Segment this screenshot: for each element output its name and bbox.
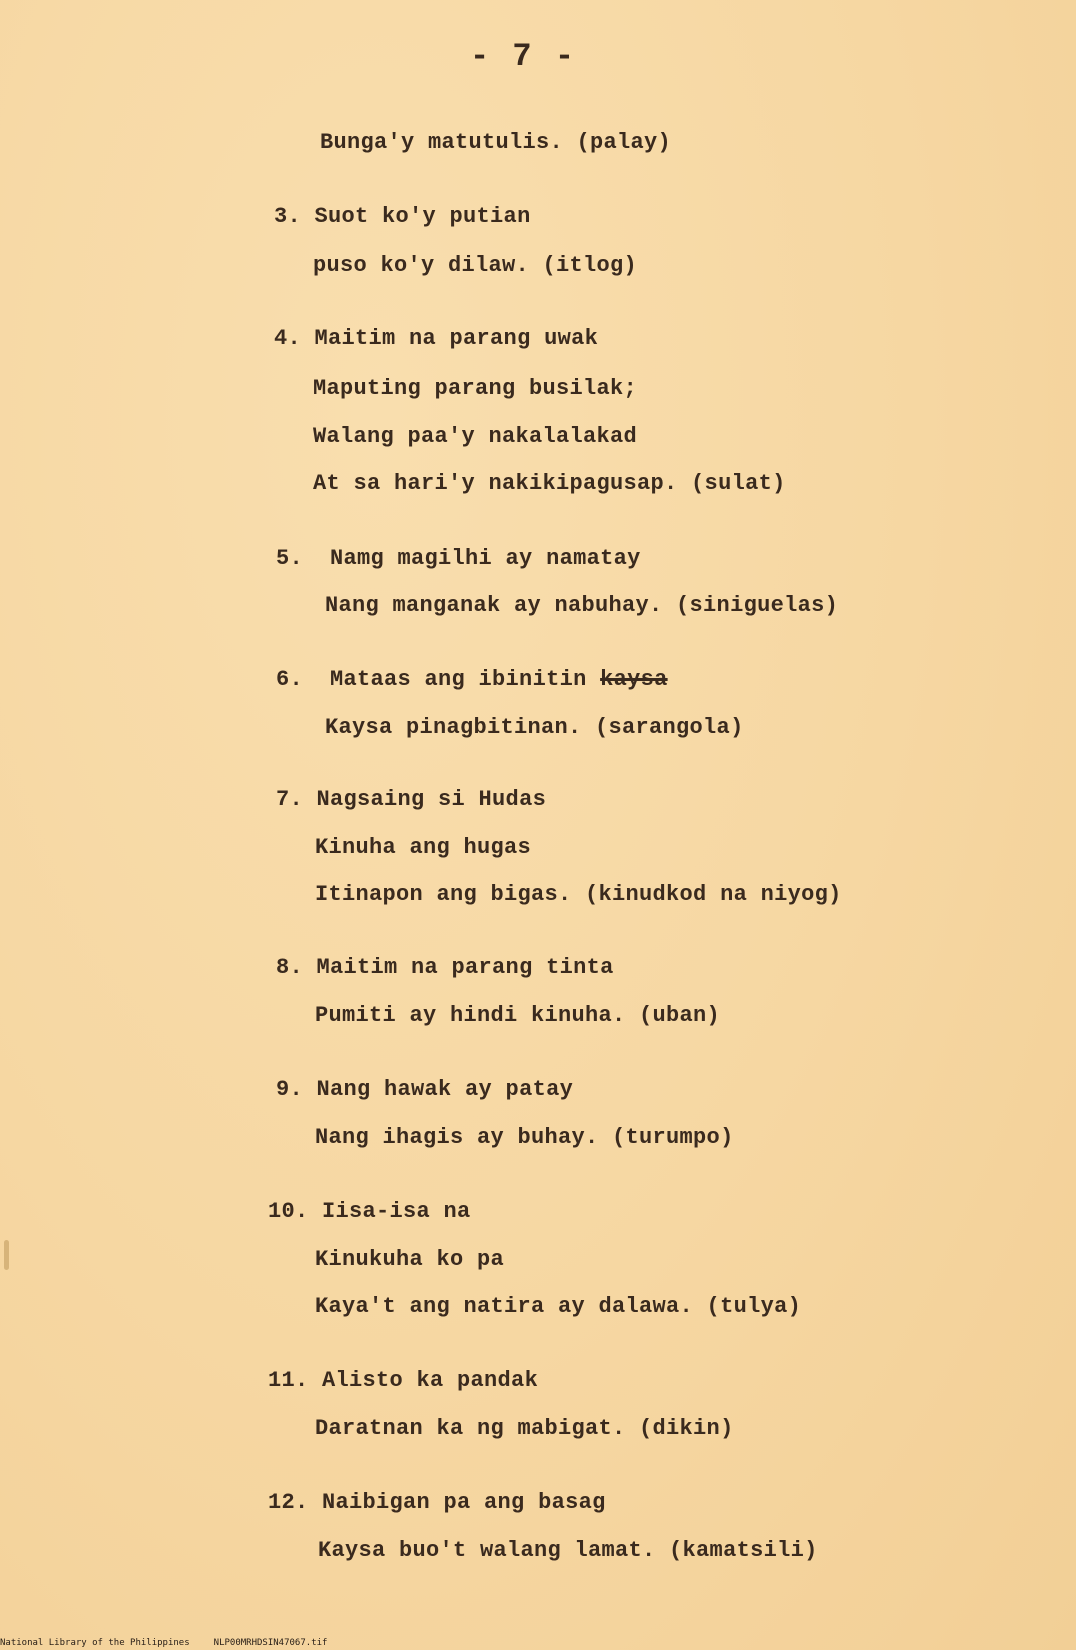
- riddle-4-line-3: Walang paa'y nakalalakad: [313, 424, 638, 449]
- riddle-8-line-2: Pumiti ay hindi kinuha. (uban): [315, 1003, 721, 1028]
- riddle-7-line-3: Itinapon ang bigas. (kinudkod na niyog): [315, 882, 842, 907]
- riddle-number: 3.: [274, 204, 302, 229]
- riddle-text: Alisto ka pandak: [322, 1368, 539, 1393]
- riddle-text: Mataas ang ibinitin: [330, 667, 587, 692]
- riddle-10-line-1: [268, 1199, 471, 1224]
- riddle-12-line-2: Kaysa buo't walang lamat. (kamatsili): [318, 1538, 818, 1563]
- scan-footer: [0, 1638, 351, 1648]
- riddle-9-line-2: Nang ihagis ay buhay. (turumpo): [315, 1125, 734, 1150]
- struck-out-word: kaysa: [600, 667, 668, 692]
- riddle-12-line-1: [268, 1490, 606, 1515]
- riddle-number: 6.: [276, 667, 304, 692]
- riddle-number: 11.: [268, 1368, 309, 1393]
- riddle-text: Iisa-isa na: [322, 1199, 471, 1224]
- riddle-8-line-1: [276, 955, 614, 980]
- riddle-5-line-2: Nang manganak ay nabuhay. (siniguelas): [325, 593, 839, 618]
- riddle-4-line-2: Maputing parang busilak;: [313, 376, 638, 401]
- riddle-number: 7.: [276, 787, 304, 812]
- riddle-text: Suot ko'y putian: [314, 204, 531, 229]
- riddle-3-line-1: [274, 204, 531, 229]
- riddle-text: Nang hawak ay patay: [316, 1077, 574, 1102]
- scan-filename: NLP00MRHDSIN47067.tif: [213, 1638, 328, 1648]
- riddle-6-line-1: [276, 667, 668, 692]
- riddle-number: 9.: [276, 1077, 304, 1102]
- riddle-11-line-2: Daratnan ka ng mabigat. (dikin): [315, 1416, 734, 1441]
- riddle-number: 8.: [276, 955, 304, 980]
- riddle-6-line-2: Kaysa pinagbitinan. (sarangola): [325, 715, 744, 740]
- riddle-number: 10.: [268, 1199, 309, 1224]
- riddle-line: Bunga'y matutulis. (palay): [320, 130, 672, 155]
- riddle-text: Maitim na parang tinta: [316, 955, 614, 980]
- riddle-4-line-1: [274, 326, 598, 351]
- riddle-10-line-2: Kinukuha ko pa: [315, 1247, 505, 1272]
- riddle-7-line-1: [276, 787, 546, 812]
- paper-stain: [4, 1240, 9, 1270]
- library-credit: National Library of the Philippines: [0, 1638, 190, 1648]
- riddle-4-line-4: At sa hari'y nakikipagusap. (sulat): [313, 471, 786, 496]
- riddle-10-line-3: Kaya't ang natira ay dalawa. (tulya): [315, 1294, 802, 1319]
- riddle-number: 12.: [268, 1490, 309, 1515]
- riddle-3-line-2: puso ko'y dilaw. (itlog): [313, 253, 638, 278]
- riddle-text: Naibigan pa ang basag: [322, 1490, 606, 1515]
- riddle-text: Namg magilhi ay namatay: [330, 546, 641, 571]
- riddle-number: 5.: [276, 546, 304, 571]
- riddle-text: Nagsaing si Hudas: [316, 787, 547, 812]
- riddle-text: Maitim na parang uwak: [314, 326, 599, 351]
- riddle-11-line-1: [268, 1368, 538, 1393]
- page-number: - 7 -: [470, 38, 577, 75]
- riddle-7-line-2: Kinuha ang hugas: [315, 835, 532, 860]
- riddle-5-line-1: [276, 546, 641, 571]
- riddle-9-line-1: [276, 1077, 573, 1102]
- riddle-number: 4.: [274, 326, 302, 351]
